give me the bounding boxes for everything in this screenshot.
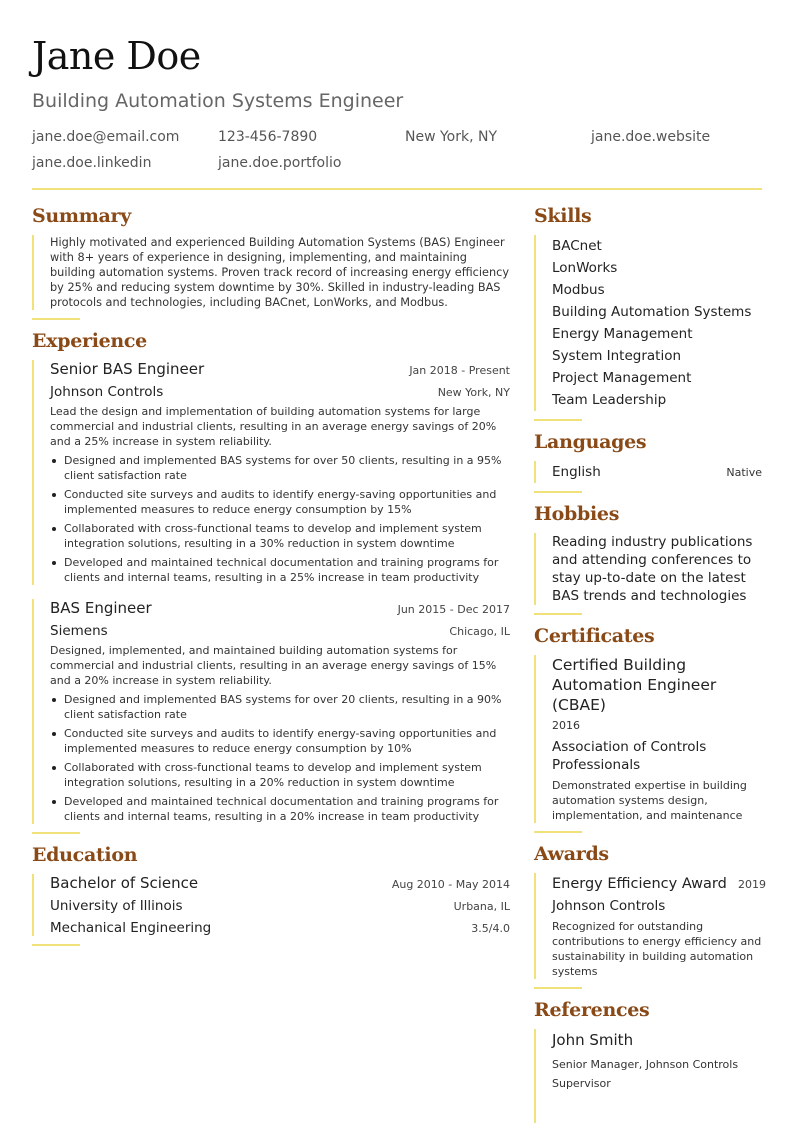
job-role: BAS Engineer xyxy=(50,599,152,617)
skill-item: Modbus xyxy=(552,282,605,298)
skill-item: Project Management xyxy=(552,370,692,386)
list-item: Designed and implemented BAS systems for over 20 clients, resulting in a 90% client satisfaction rate xyxy=(50,692,510,722)
summary-heading: Summary xyxy=(32,205,132,227)
skill-item: System Integration xyxy=(552,348,682,364)
awards-section xyxy=(534,843,766,989)
school-location: Urbana, IL xyxy=(453,900,510,913)
job-entry xyxy=(32,599,510,824)
summary-section xyxy=(32,205,510,320)
experience-heading: Experience xyxy=(32,330,147,352)
skill-item: LonWorks xyxy=(552,260,618,276)
references-section xyxy=(534,999,762,1123)
field-of-study: Mechanical Engineering xyxy=(50,920,212,936)
skill-item: Team Leadership xyxy=(552,392,667,408)
reference-name: John Smith xyxy=(552,1031,634,1049)
job-bullets xyxy=(50,692,510,824)
education-heading: Education xyxy=(32,844,138,866)
skills-heading: Skills xyxy=(534,205,592,227)
skills-section xyxy=(534,205,762,421)
summary-text: Highly motivated and experienced Building Automation Systems (BAS) Engineer with 8+ years of experience in designing, implementing, and maintaining building automation systems. Proven track record of increasing energy efficiency by 25% and reducing system downtime by 30%. Skilled in industry-leading BAS protocols and technologies, including BACnet, LonWorks, and Modbus. xyxy=(50,236,510,309)
certificate-name: Certified Building Automation Engineer (CBAE) xyxy=(552,656,717,714)
section-divider xyxy=(534,613,582,615)
reference-position: Senior Manager, Johnson Controls xyxy=(552,1058,739,1071)
section-divider xyxy=(32,832,80,834)
school: University of Illinois xyxy=(50,898,183,914)
job-description: Designed, implemented, and maintained building automation systems for commercial and industrial clients, resulting in an average energy savings of 15% and a 20% increase in system reliability. xyxy=(50,644,497,687)
awards-heading: Awards xyxy=(534,843,609,865)
education-dates: Aug 2010 - May 2014 xyxy=(391,878,510,891)
job-entry xyxy=(32,360,510,585)
list-item: Collaborated with cross-functional teams to develop and implement system integration solutions, resulting in a 30% reduction in system downtime xyxy=(50,521,510,551)
hobbies-section xyxy=(534,503,762,615)
certificate-year: 2016 xyxy=(552,719,580,732)
resume-header xyxy=(32,34,762,171)
education-entry xyxy=(32,874,510,936)
education-section xyxy=(32,844,510,946)
reference-relation: Supervisor xyxy=(552,1077,611,1090)
section-divider xyxy=(534,419,582,421)
language-level: Native xyxy=(726,466,762,479)
candidate-title: Building Automation Systems Engineer xyxy=(32,90,404,112)
sidebar-column xyxy=(534,205,766,1123)
job-bullets xyxy=(50,453,510,585)
gpa: 3.5/4.0 xyxy=(471,922,510,935)
job-role: Senior BAS Engineer xyxy=(50,360,205,378)
section-divider xyxy=(32,944,80,946)
job-company: Siemens xyxy=(50,623,108,639)
list-item: Collaborated with cross-functional teams to develop and implement system integration solutions, resulting in a 20% reduction in system downtime xyxy=(50,760,510,790)
hobbies-text: Reading industry publications and attending conferences to stay up-to-date on the latest BAS trends and technologies xyxy=(552,534,753,604)
skill-item: BACnet xyxy=(552,238,602,254)
list-item: Developed and maintained technical documentation and training programs for clients and internal teams, resulting in a 20% increase in team productivity xyxy=(50,794,510,824)
list-item: Designed and implemented BAS systems for over 50 clients, resulting in a 95% client satisfaction rate xyxy=(50,453,510,483)
contact-website[interactable]: jane.doe.website xyxy=(591,129,711,145)
language-name: English xyxy=(552,464,601,480)
certificate-description: Demonstrated expertise in building automation systems design, implementation, and maintenance xyxy=(552,779,747,822)
contact-portfolio[interactable]: jane.doe.portfolio xyxy=(218,155,342,171)
candidate-name: Jane Doe xyxy=(32,34,201,78)
award-organization: Johnson Controls xyxy=(552,898,666,914)
experience-section xyxy=(32,330,510,834)
job-description: Lead the design and implementation of building automation systems for large commercial and industrial clients, resulting in an average energy savings of 20% and a 25% increase in system reliability. xyxy=(50,405,497,448)
award-description: Recognized for outstanding contributions to energy efficiency and sustainability in building automation systems xyxy=(552,920,762,978)
job-dates: Jun 2015 - Dec 2017 xyxy=(397,603,510,616)
degree: Bachelor of Science xyxy=(50,874,199,892)
language-item xyxy=(552,461,762,483)
skill-item: Building Automation Systems xyxy=(552,304,752,320)
section-divider xyxy=(534,491,582,493)
job-company: Johnson Controls xyxy=(50,384,164,400)
references-heading: References xyxy=(534,999,650,1021)
certificates-heading: Certificates xyxy=(534,625,655,647)
job-dates: Jan 2018 - Present xyxy=(409,364,510,377)
languages-heading: Languages xyxy=(534,431,647,453)
award-name: Energy Efficiency Award xyxy=(552,876,727,892)
contact-linkedin[interactable]: jane.doe.linkedin xyxy=(32,155,152,171)
section-divider xyxy=(534,987,582,989)
certificate-name: Association of Controls Professionals xyxy=(552,739,707,773)
hobbies-heading: Hobbies xyxy=(534,503,620,525)
list-item: Conducted site surveys and audits to identify energy-saving opportunities and implemented measures to reduce energy consumption by 15% xyxy=(50,487,510,517)
list-item: Developed and maintained technical documentation and training programs for clients and internal teams, resulting in a 25% increase in team productivity xyxy=(50,555,510,585)
certificates-section xyxy=(534,625,762,833)
section-divider xyxy=(534,831,582,833)
contact-location: New York, NY xyxy=(405,129,498,145)
header-divider xyxy=(32,188,762,190)
languages-section xyxy=(534,431,762,493)
job-location: New York, NY xyxy=(437,386,510,399)
skills-list xyxy=(534,235,762,411)
job-location: Chicago, IL xyxy=(449,625,510,638)
list-item: Conducted site surveys and audits to identify energy-saving opportunities and implemented measures to reduce energy consumption by 10% xyxy=(50,726,510,756)
contact-phone[interactable]: 123-456-7890 xyxy=(218,129,318,145)
award-year: 2019 xyxy=(738,878,766,891)
contact-email[interactable]: jane.doe@email.com xyxy=(32,129,180,145)
skill-item: Energy Management xyxy=(552,326,693,342)
section-divider xyxy=(32,318,80,320)
main-column xyxy=(32,205,510,946)
